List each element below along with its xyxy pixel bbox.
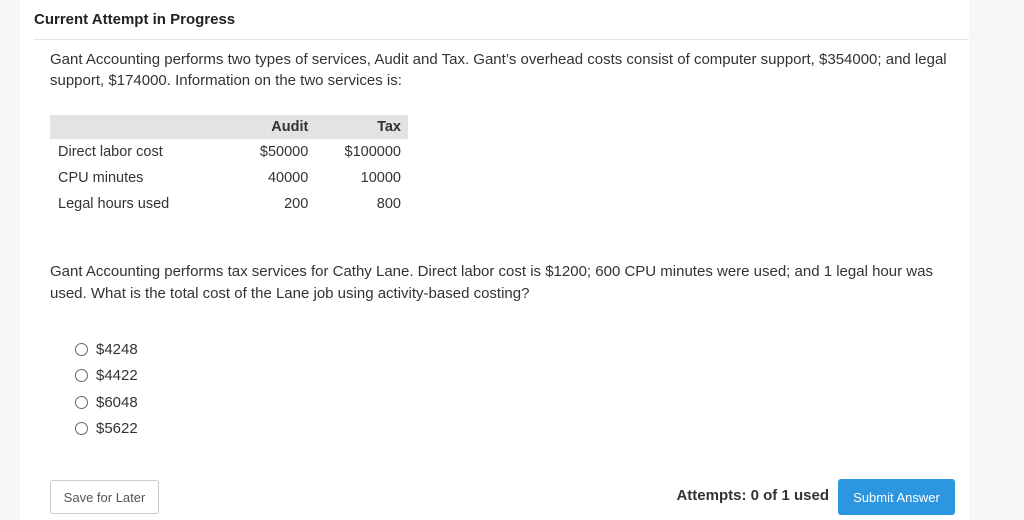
tax-value: 10000 xyxy=(360,170,401,186)
tax-value: $100000 xyxy=(344,144,401,160)
table-header-audit: Audit xyxy=(234,115,315,139)
option-label: $5622 xyxy=(96,420,138,438)
table-row xyxy=(50,139,408,165)
audit-value: 200 xyxy=(284,196,309,212)
row-label: Legal hours used xyxy=(58,196,170,212)
header-divider xyxy=(34,39,969,40)
page-title: Current Attempt in Progress xyxy=(34,11,236,28)
save-for-later-button[interactable]: Save for Later xyxy=(50,480,159,514)
answer-options xyxy=(75,336,138,442)
problem-intro: Gant Accounting performs two types of services, Audit and Tax. Gant’s overhead costs consist of computer support, $354000; and legal support, $174000. Information on the two services is: xyxy=(50,51,947,89)
option-label: $4422 xyxy=(96,367,138,385)
question-text: Gant Accounting performs tax services for Cathy Lane. Direct labor cost is $1200; 600 CPU minutes were used; and 1 legal hour was used. What is the total cost of the Lane job using activity-based costing? xyxy=(50,263,933,302)
tax-value: 800 xyxy=(376,196,401,212)
row-label: CPU minutes xyxy=(58,170,144,186)
answer-option[interactable] xyxy=(75,336,138,363)
row-label: Direct labor cost xyxy=(58,144,163,160)
table-header-row xyxy=(50,115,408,139)
table-row xyxy=(50,165,408,191)
option-label: $4248 xyxy=(96,340,138,358)
attempts-counter: Attempts: 0 of 1 used xyxy=(676,487,829,504)
radio-button[interactable] xyxy=(75,396,88,409)
option-label: $6048 xyxy=(96,393,138,411)
submit-answer-button[interactable]: Submit Answer xyxy=(838,479,955,515)
answer-option[interactable] xyxy=(75,363,138,390)
answer-option[interactable] xyxy=(75,389,138,416)
question-card xyxy=(20,0,969,520)
data-table xyxy=(50,115,408,217)
radio-button[interactable] xyxy=(75,369,88,382)
table-row xyxy=(50,191,408,217)
radio-button[interactable] xyxy=(75,343,88,356)
table-header-blank xyxy=(50,115,234,139)
radio-button[interactable] xyxy=(75,422,88,435)
audit-value: 40000 xyxy=(267,170,309,186)
audit-value: $50000 xyxy=(259,144,309,160)
answer-option[interactable] xyxy=(75,416,138,443)
table-header-tax: Tax xyxy=(315,115,408,139)
